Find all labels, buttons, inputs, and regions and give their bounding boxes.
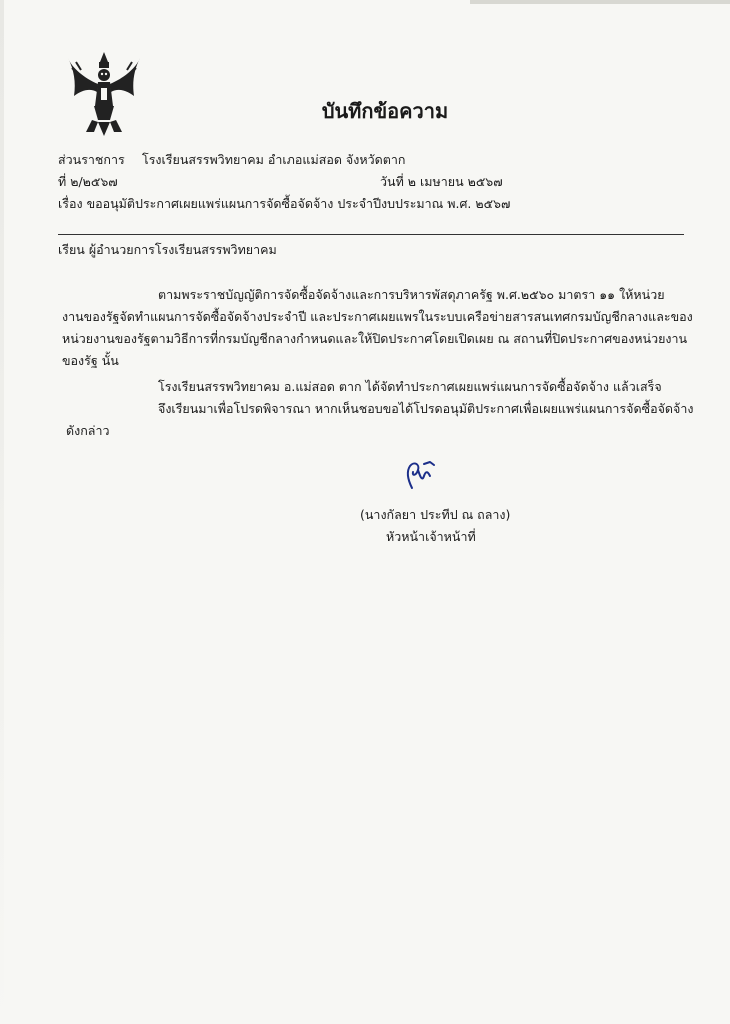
body-line: หน่วยงานของรัฐตามวิธีการที่กรมบัญชีกลางกำหนดและให้ปิดประกาศโดยเปิดเผย ณ สถานที่ปิดประกาศของหน่วยงาน xyxy=(62,331,688,346)
signer-name: (นางกัลยา ประทีป ณ ถลาง) xyxy=(360,507,511,522)
signer-position: หัวหน้าเจ้าหน้าที่ xyxy=(386,529,476,544)
header-divider xyxy=(58,234,684,235)
body-line: จึงเรียนมาเพื่อโปรดพิจารณา หากเห็นชอบขอได้โปรดอนุมัติประกาศเพื่อเผยแพร่แผนการจัดซื้อจัดจ้าง xyxy=(158,401,694,416)
memo-subject: เรื่อง ขออนุมัติประกาศเผยแพร่แผนการจัดซื้อจัดจ้าง ประจำปีงบประมาณ พ.ศ. ๒๕๖๗ xyxy=(58,196,511,211)
department-label: ส่วนราชการ xyxy=(58,152,125,167)
reference-number: ที่ ๒/๒๕๖๗ xyxy=(58,174,118,189)
body-line: โรงเรียนสรรพวิทยาคม อ.แม่สอด ตาก ได้จัดทำประกาศเผยแพร่แผนการจัดซื้อจัดจ้าง แล้วเสร็จ xyxy=(158,379,662,394)
department-name: โรงเรียนสรรพวิทยาคม อำเภอแม่สอด จังหวัดตาก xyxy=(142,152,406,167)
memo-title: บันทึกข้อความ xyxy=(321,99,449,123)
memo-date: วันที่ ๒ เมษายน ๒๕๖๗ xyxy=(380,174,503,189)
body-line: ตามพระราชบัญญัติการจัดซื้อจัดจ้างและการบริหารพัสดุภาครัฐ พ.ศ.๒๕๖๐ มาตรา ๑๑ ให้หน่วย xyxy=(158,287,665,302)
page-edge-left xyxy=(0,0,4,1024)
body-line: งานของรัฐจัดทำแผนการจัดซื้อจัดจ้างประจำปี และประกาศเผยแพรในระบบเครือข่ายสารสนเทศกรมบัญชีกลางและของ xyxy=(62,309,693,324)
body-line: ดังกล่าว xyxy=(66,423,110,438)
body-line: ของรัฐ นั้น xyxy=(62,353,119,368)
signature-mark-icon xyxy=(398,458,438,492)
page-edge-shadow xyxy=(470,0,730,4)
salutation: เรียน ผู้อำนวยการโรงเรียนสรรพวิทยาคม xyxy=(58,242,277,257)
